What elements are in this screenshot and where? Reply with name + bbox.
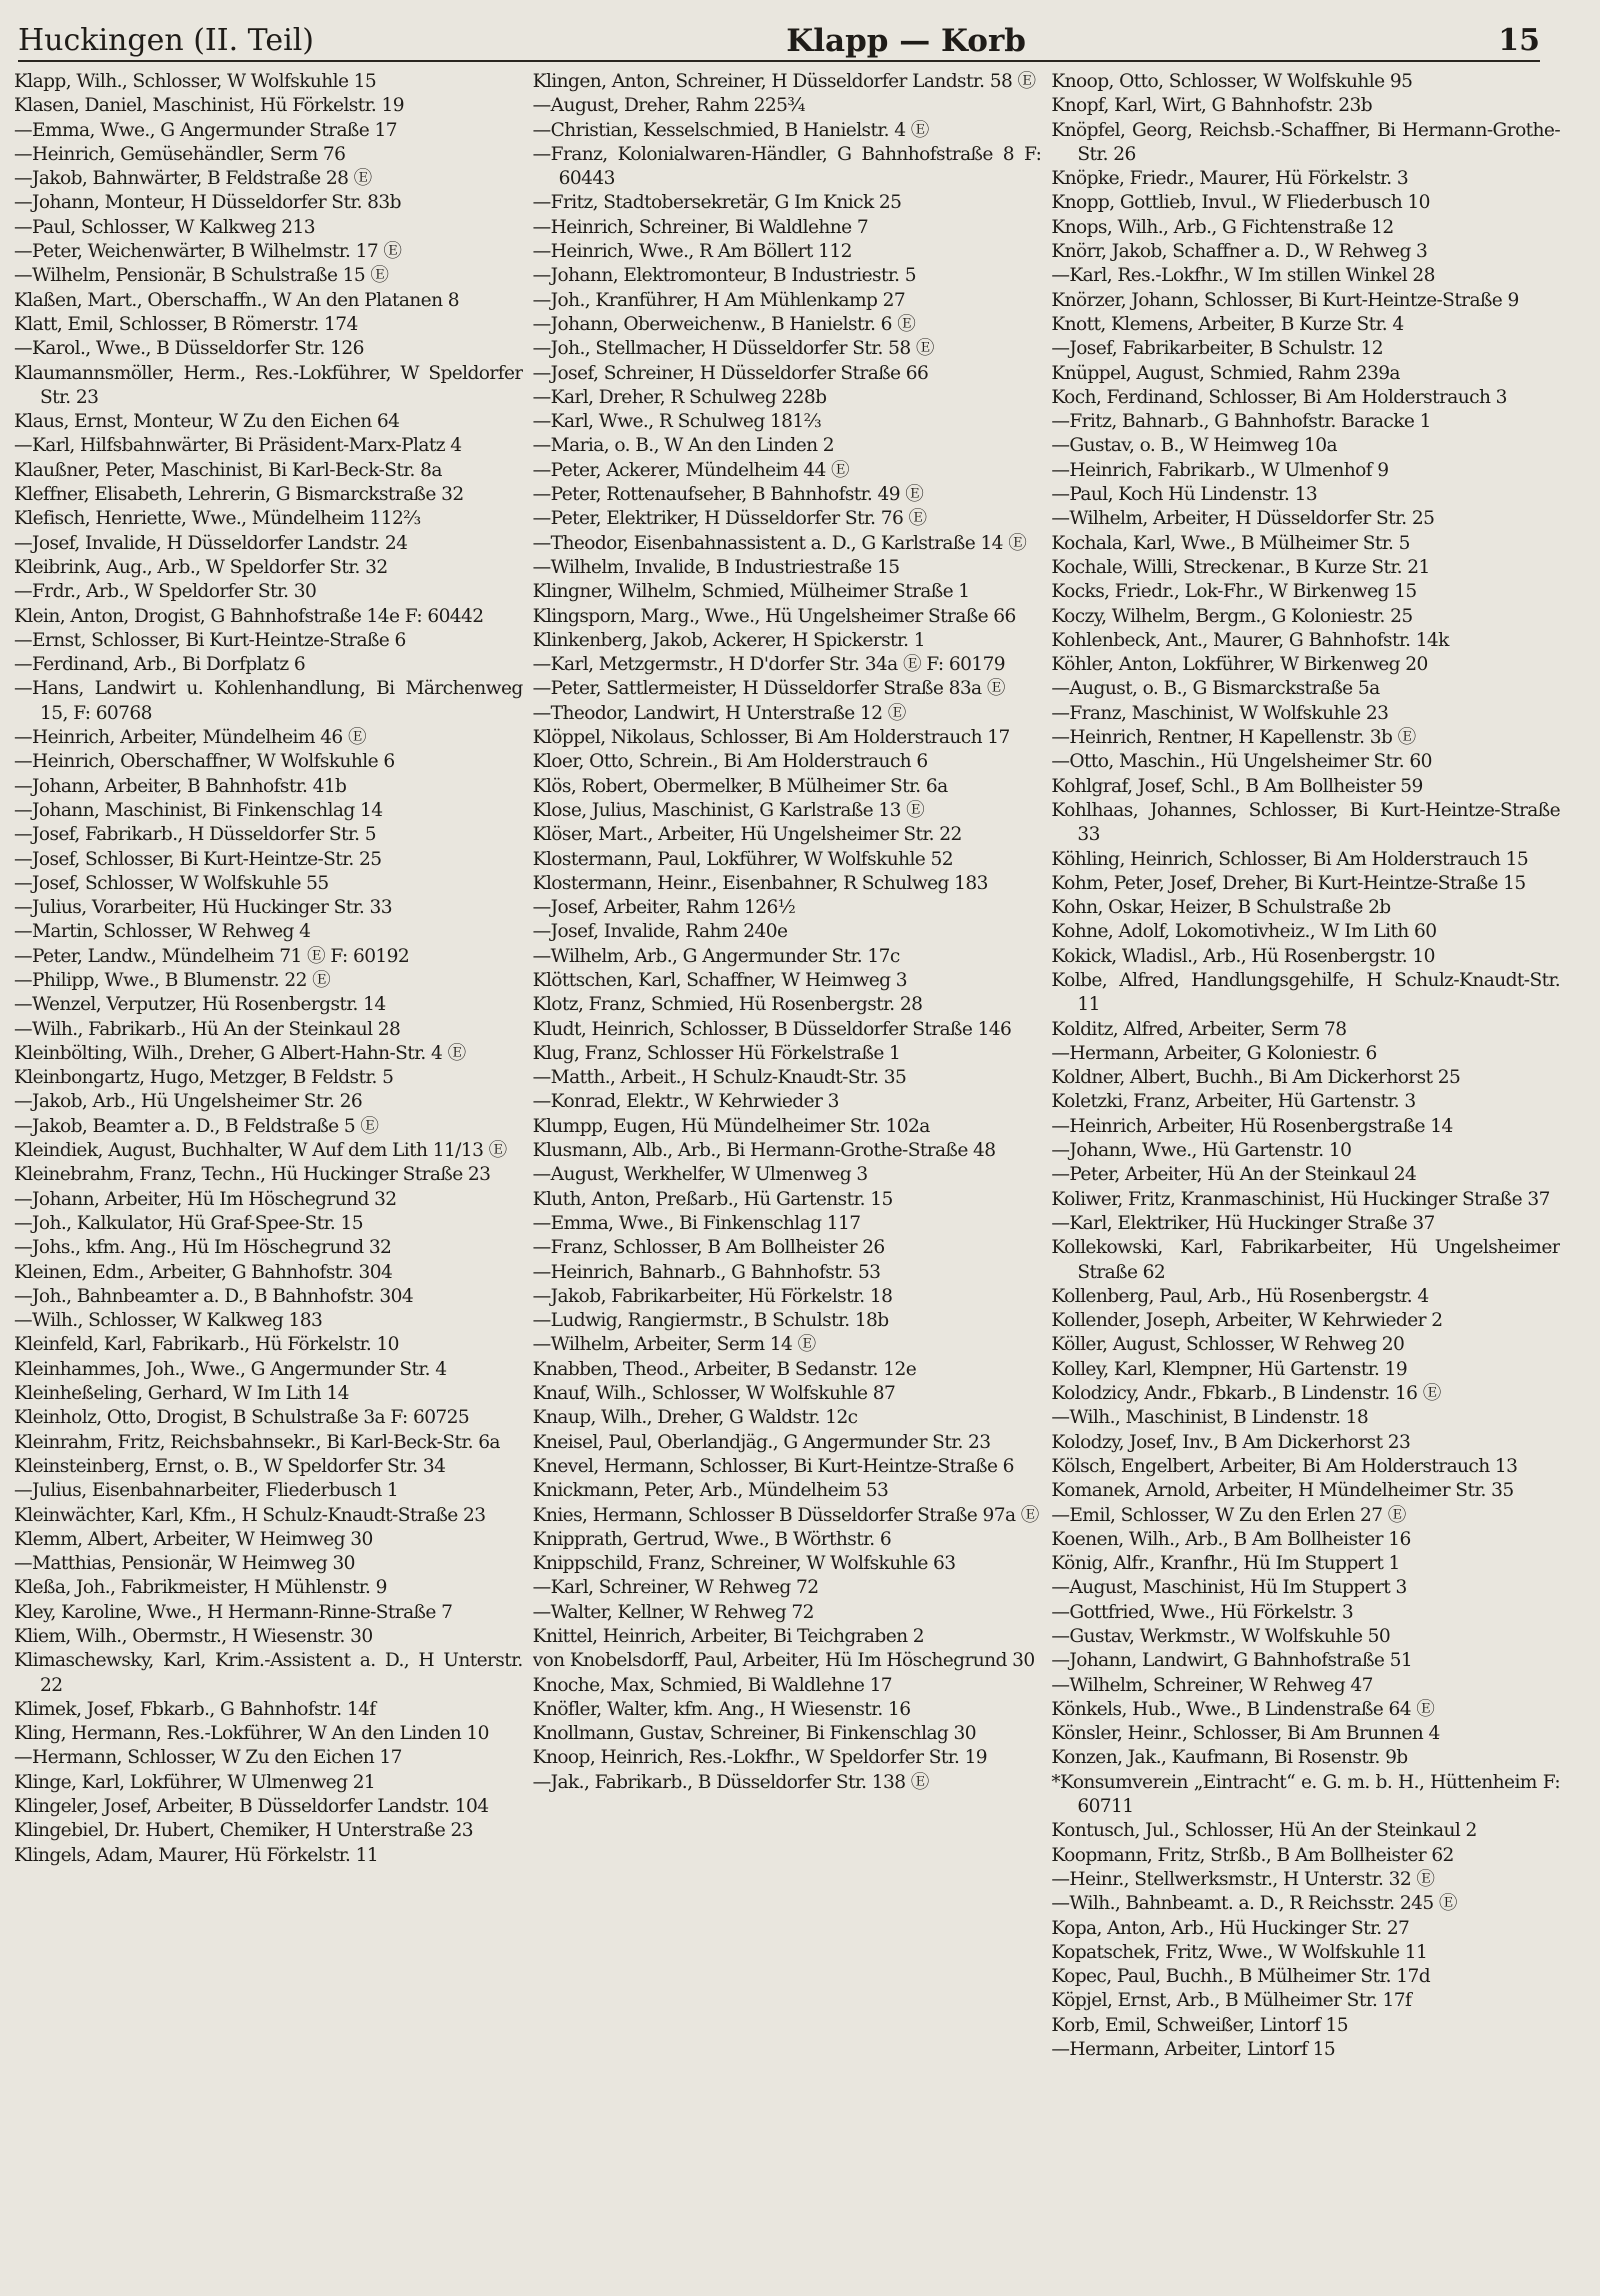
directory-entry: —Peter, Ackerer, Mündelheim 44 Ⓔ xyxy=(532,459,850,481)
directory-entry: Klöttschen, Karl, Schaffner, W Heimweg 3 xyxy=(532,969,908,991)
directory-entry: —Gustav, Werkmstr., W Wolfskuhle 50 xyxy=(1051,1626,1391,1647)
directory-entry: Konzen, Jak., Kaufmann, Bi Rosenstr. 9b xyxy=(1051,1747,1408,1769)
directory-entry: —Karl, Elektriker, Hü Huckinger Straße 37 xyxy=(1051,1212,1435,1234)
directory-entry: Kloer, Otto, Schrein., Bi Am Holderstrauch 6 xyxy=(532,751,928,773)
directory-entry: Koczy, Wilhelm, Bergm., G Koloniestr. 25 xyxy=(1051,605,1413,627)
directory-entry: —Ludwig, Rangiermstr., B Schulstr. 18b xyxy=(532,1310,889,1332)
directory-entry: Klingeler, Josef, Arbeiter, B Düsseldorfer Landstr. 104 xyxy=(14,1796,489,1818)
directory-entry: —Wilh., Schlosser, W Kalkweg 183 xyxy=(14,1310,323,1332)
directory-entry: Knauf, Wilh., Schlosser, W Wolfskuhle 87 xyxy=(532,1383,896,1405)
directory-entry: —Paul, Schlosser, W Kalkweg 213 xyxy=(14,216,315,238)
directory-entry: Klasen, Daniel, Maschinist, Hü Förkelstr. 19 xyxy=(14,95,404,117)
directory-entry: —Jakob, Beamter a. D., B Feldstraße 5 Ⓔ xyxy=(14,1115,379,1137)
directory-entry: Kopatschek, Fritz, Wwe., W Wolfskuhle 11 xyxy=(1051,1941,1428,1963)
directory-entry: —Emil, Schlosser, W Zu den Erlen 27 Ⓔ xyxy=(1051,1504,1406,1526)
directory-entry: —Fritz, Bahnarb., G Bahnhofstr. Baracke 1 xyxy=(1051,411,1431,433)
directory-entry: —Karl, Schreiner, W Rehweg 72 xyxy=(532,1577,819,1599)
directory-entry: Knoche, Max, Schmied, Bi Waldlehne 17 xyxy=(532,1674,893,1696)
directory-entry: Kley, Karoline, Wwe., H Hermann-Rinne-Straße 7 xyxy=(14,1601,453,1623)
directory-entry: Knopp, Gottlieb, Invul., W Fliederbusch 10 xyxy=(1051,192,1430,214)
directory-entry: —Josef, Schlosser, Bi Kurt-Heintze-Str. 25 xyxy=(14,848,382,870)
directory-entry: Köpjel, Ernst, Arb., B Mülheimer Str. 17f xyxy=(1051,1990,1412,2012)
directory-entry: Könkels, Hub., Wwe., B Lindenstraße 64 Ⓔ xyxy=(1051,1698,1435,1720)
directory-entry: Klefisch, Henriette, Wwe., Mündelheim 112⅔ xyxy=(14,508,421,530)
directory-entry: —Martin, Schlosser, W Rehweg 4 xyxy=(14,921,311,943)
directory-entry: Kohlenbeck, Ant., Maurer, G Bahnhofstr. 14k xyxy=(1051,629,1449,651)
directory-entry: Kollekowski, Karl, Fabrikarbeiter, Hü Ungelsheimer Straße 62 xyxy=(1051,1237,1561,1283)
directory-entry: —Hermann, Schlosser, W Zu den Eichen 17 xyxy=(14,1747,402,1769)
directory-entry: —Emma, Wwe., G Angermunder Straße 17 xyxy=(14,119,397,141)
directory-entry: Knopf, Karl, Wirt, G Bahnhofstr. 23b xyxy=(1051,95,1373,117)
directory-entry: Kleibrink, Aug., Arb., W Speldorfer Str. 32 xyxy=(14,556,388,578)
directory-entry: —Joh., Kalkulator, Hü Graf-Spee-Str. 15 xyxy=(14,1212,363,1234)
directory-entry: —Franz, Schlosser, B Am Bollheister 26 xyxy=(532,1237,885,1259)
directory-entry: —Wilh., Fabrikarb., Hü An der Steinkaul 28 xyxy=(14,1018,401,1040)
directory-entry: Kohlhaas, Johannes, Schlosser, Bi Kurt-Heintze-Straße 33 xyxy=(1051,799,1561,846)
directory-entry: —Jak., Fabrikarb., B Düsseldorfer Str. 138 Ⓔ xyxy=(532,1771,929,1793)
directory-entry: Klinge, Karl, Lokführer, W Ulmenweg 21 xyxy=(14,1771,376,1793)
directory-entry: Kleinbongartz, Hugo, Metzger, B Feldstr. 5 xyxy=(14,1067,394,1089)
directory-entry: Knöpke, Friedr., Maurer, Hü Förkelstr. 3 xyxy=(1051,168,1409,190)
directory-entry: *Konsumverein „Eintracht“ e. G. m. b. H., Hüttenheim F: 60711 xyxy=(1051,1771,1561,1818)
directory-entry: Kluth, Anton, Preßarb., Hü Gartenstr. 15 xyxy=(532,1188,893,1210)
directory-entry: Klotz, Franz, Schmied, Hü Rosenbergstr. 28 xyxy=(532,994,923,1016)
directory-entry: Knüppel, August, Schmied, Rahm 239a xyxy=(1051,362,1400,384)
directory-entry: Köhling, Heinrich, Schlosser, Bi Am Holderstrauch 15 xyxy=(1051,848,1529,870)
directory-entry: —Joh., Stellmacher, H Düsseldorfer Str. 58 Ⓔ xyxy=(532,338,934,360)
directory-entry: —Walter, Kellner, W Rehweg 72 xyxy=(532,1601,814,1623)
directory-entry: —Josef, Invalide, H Düsseldorfer Landstr. 24 xyxy=(14,532,408,554)
directory-entry: —Hermann, Arbeiter, Lintorf 15 xyxy=(1051,2039,1336,2061)
directory-entry: —Gustav, o. B., W Heimweg 10a xyxy=(1051,435,1337,457)
directory-entry: —Wilh., Bahnbeamt. a. D., R Reichsstr. 245 Ⓔ xyxy=(1051,1893,1457,1915)
directory-entry: Knöpfel, Georg, Reichsb.-Schaffner, Bi Hermann-Grothe-Str. 26 xyxy=(1051,119,1561,165)
directory-entry: von Knobelsdorff, Paul, Arbeiter, Hü Im Höschegrund 30 xyxy=(532,1650,1035,1672)
directory-entry: Knickmann, Peter, Arb., Mündelheim 53 xyxy=(532,1480,889,1502)
directory-entry: —Peter, Arbeiter, Hü An der Steinkaul 24 xyxy=(1051,1164,1417,1186)
page-number: 15 xyxy=(1498,23,1540,58)
header-district: Huckingen (II. Teil) xyxy=(18,23,315,58)
directory-entry: —Theodor, Eisenbahnassistent a. D., G Karlstraße 14 Ⓔ xyxy=(532,532,1027,554)
directory-entry: Kolodzicy, Andr., Fbkarb., B Lindenstr. 16 Ⓔ xyxy=(1051,1383,1441,1405)
directory-entry: —Karl, Wwe., R Schulweg 181⅔ xyxy=(532,411,822,433)
page-header xyxy=(18,22,1540,62)
directory-entry: Kolley, Karl, Klempner, Hü Gartenstr. 19 xyxy=(1051,1358,1408,1380)
directory-entry: —Heinrich, Gemüsehändler, Serm 76 xyxy=(14,143,346,165)
directory-entry: Klöser, Mart., Arbeiter, Hü Ungelsheimer Str. 22 xyxy=(532,824,962,846)
directory-entry: Klein, Anton, Drogist, G Bahnhofstraße 14e F: 60442 xyxy=(14,605,484,627)
directory-entry: Klostermann, Heinr., Eisenbahner, R Schulweg 183 xyxy=(532,872,988,894)
directory-entry: Kleinbölting, Wilh., Dreher, G Albert-Hahn-Str. 4 Ⓔ xyxy=(14,1042,466,1064)
directory-entry: —Josef, Schlosser, W Wolfskuhle 55 xyxy=(14,872,329,894)
directory-entry: Koch, Ferdinand, Schlosser, Bi Am Holderstrauch 3 xyxy=(1051,386,1507,408)
directory-entry: Kopec, Paul, Buchh., B Mülheimer Str. 17d xyxy=(1051,1966,1431,1988)
directory-entry: —August, Dreher, Rahm 225¾ xyxy=(532,95,805,117)
directory-entry: —Peter, Weichenwärter, B Wilhelmstr. 17 Ⓔ xyxy=(14,241,402,263)
directory-entry: —Joh., Bahnbeamter a. D., B Bahnhofstr. 304 xyxy=(14,1285,414,1307)
directory-entry: Klöppel, Nikolaus, Schlosser, Bi Am Holderstrauch 17 xyxy=(532,727,1010,749)
directory-entry: —Heinrich, Arbeiter, Hü Rosenbergstraße 14 xyxy=(1051,1115,1453,1137)
directory-entry: Komanek, Arnold, Arbeiter, H Mündelheimer Str. 35 xyxy=(1051,1480,1514,1502)
directory-entry: —August, Maschinist, Hü Im Stuppert 3 xyxy=(1051,1577,1407,1599)
directory-entry: Klapp, Wilh., Schlosser, W Wolfskuhle 15 xyxy=(14,71,377,92)
directory-entry: Kolbe, Alfred, Handlungsgehilfe, H Schulz-Knaudt-Str. 11 xyxy=(1051,969,1561,1016)
directory-entry: Knabben, Theod., Arbeiter, B Sedanstr. 12e xyxy=(532,1358,917,1380)
directory-entry: Knittel, Heinrich, Arbeiter, Bi Teichgraben 2 xyxy=(532,1626,925,1647)
directory-entry: —Karol., Wwe., B Düsseldorfer Str. 126 xyxy=(14,338,364,360)
directory-entry: Koliwer, Fritz, Kranmaschinist, Hü Huckinger Straße 37 xyxy=(1051,1188,1550,1210)
directory-entry: —Johann, Maschinist, Bi Finkenschlag 14 xyxy=(14,799,383,821)
directory-entry: Korb, Emil, Schweißer, Lintorf 15 xyxy=(1051,2014,1349,2036)
directory-entry: Köhler, Anton, Lokführer, W Birkenweg 20 xyxy=(1051,654,1428,676)
column-3 xyxy=(1051,70,1560,2280)
directory-entry: Klaus, Ernst, Monteur, W Zu den Eichen 64 xyxy=(14,411,400,433)
directory-entry: Koletzki, Franz, Arbeiter, Hü Gartenstr. 3 xyxy=(1051,1091,1416,1113)
directory-entry: Klostermann, Paul, Lokführer, W Wolfskuhle 52 xyxy=(532,848,953,870)
directory-entry: —Ferdinand, Arb., Bi Dorfplatz 6 xyxy=(14,654,306,676)
directory-entry: Könsler, Heinr., Schlosser, Bi Am Brunnen 4 xyxy=(1051,1723,1440,1745)
directory-entry: —Peter, Landw., Mündelheim 71 Ⓔ F: 60192 xyxy=(14,945,410,967)
directory-entry: Knott, Klemens, Arbeiter, B Kurze Str. 4 xyxy=(1051,313,1404,335)
directory-entry: —Wilhelm, Arbeiter, Serm 14 Ⓔ xyxy=(532,1334,816,1356)
directory-entry: —Hans, Landwirt u. Kohlenhandlung, Bi Märchenweg 15, F: 60768 xyxy=(14,678,523,724)
directory-entry: Kleinheßeling, Gerhard, W Im Lith 14 xyxy=(14,1383,349,1405)
directory-entry: Klemm, Albert, Arbeiter, W Heimweg 30 xyxy=(14,1528,373,1550)
directory-entry: —Matthias, Pensionär, W Heimweg 30 xyxy=(14,1553,355,1575)
directory-entry: —Heinrich, Bahnarb., G Bahnhofstr. 53 xyxy=(532,1261,881,1283)
directory-entry: —Theodor, Landwirt, H Unterstraße 12 Ⓔ xyxy=(532,702,906,724)
directory-entry: Kleinen, Edm., Arbeiter, G Bahnhofstr. 304 xyxy=(14,1261,393,1283)
directory-entry: —Johann, Wwe., Hü Gartenstr. 10 xyxy=(1051,1140,1352,1162)
directory-entry: Kleinhammes, Joh., Wwe., G Angermunder Str. 4 xyxy=(14,1358,447,1380)
directory-entry: Kneisel, Paul, Oberlandjäg., G Angermunder Str. 23 xyxy=(532,1431,991,1453)
directory-entry: Knipprath, Gertrud, Wwe., B Wörthstr. 6 xyxy=(532,1528,892,1550)
directory-entry: —Karl, Hilfsbahnwärter, Bi Präsident-Marx-Platz 4 xyxy=(14,435,462,457)
directory-entry: —Johs., kfm. Ang., Hü Im Höschegrund 32 xyxy=(14,1237,392,1259)
directory-entry: —Maria, o. B., W An den Linden 2 xyxy=(532,435,835,457)
directory-entry: —Johann, Monteur, H Düsseldorfer Str. 83b xyxy=(14,192,401,214)
directory-entry: —Fritz, Stadtobersekretär, G Im Knick 25 xyxy=(532,192,902,214)
directory-entry: Knöfler, Walter, kfm. Ang., H Wiesenstr. 16 xyxy=(532,1698,911,1720)
directory-entry: Klimek, Josef, Fbkarb., G Bahnhofstr. 14f xyxy=(14,1698,376,1720)
directory-entry: —Josef, Arbeiter, Rahm 126½ xyxy=(532,897,796,919)
directory-entry: Kokick, Wladisl., Arb., Hü Rosenbergstr. 10 xyxy=(1051,945,1435,967)
directory-columns xyxy=(14,70,1560,2280)
directory-entry: —Frdr., Arb., W Speldorfer Str. 30 xyxy=(14,581,317,603)
directory-entry: Koopmann, Fritz, Strßb., B Am Bollheister 62 xyxy=(1051,1844,1454,1866)
directory-entry: Kleßa, Joh., Fabrikmeister, H Mühlenstr. 9 xyxy=(14,1577,387,1599)
directory-entry: Kollender, Joseph, Arbeiter, W Kehrwieder 2 xyxy=(1051,1310,1443,1332)
directory-entry: —August, Werkhelfer, W Ulmenweg 3 xyxy=(532,1164,868,1186)
directory-entry: —Peter, Rottenaufseher, B Bahnhofstr. 49 Ⓔ xyxy=(532,484,924,506)
directory-entry: —Heinrich, Wwe., R Am Böllert 112 xyxy=(532,241,852,263)
directory-entry: Kludt, Heinrich, Schlosser, B Düsseldorfer Straße 146 xyxy=(532,1018,1012,1040)
directory-entry: Kleinfeld, Karl, Fabrikarb., Hü Förkelstr. 10 xyxy=(14,1334,399,1356)
directory-entry: —Wilhelm, Arbeiter, H Düsseldorfer Str. 25 xyxy=(1051,508,1435,530)
directory-entry: —Heinr., Stellwerksmstr., H Unterstr. 32 Ⓔ xyxy=(1051,1868,1435,1890)
directory-entry: —Konrad, Elektr., W Kehrwieder 3 xyxy=(532,1091,839,1113)
directory-entry: Klingner, Wilhelm, Schmied, Mülheimer Straße 1 xyxy=(532,581,970,603)
directory-entry: Kolditz, Alfred, Arbeiter, Serm 78 xyxy=(1051,1018,1347,1040)
directory-entry: Klaßen, Mart., Oberschaffn., W An den Platanen 8 xyxy=(14,289,460,311)
directory-entry: Knoop, Otto, Schlosser, W Wolfskuhle 95 xyxy=(1051,71,1413,92)
directory-entry: —Wilhelm, Schreiner, W Rehweg 47 xyxy=(1051,1674,1373,1696)
directory-entry: Klaumannsmöller, Herm., Res.-Lokführer, W Speldorfer Str. 23 xyxy=(14,362,523,408)
directory-entry: Kontusch, Jul., Schlosser, Hü An der Steinkaul 2 xyxy=(1051,1820,1477,1842)
directory-entry: Koenen, Wilh., Arb., B Am Bollheister 16 xyxy=(1051,1528,1411,1550)
directory-entry: —Jakob, Bahnwärter, B Feldstraße 28 Ⓔ xyxy=(14,168,372,190)
directory-entry: —Heinrich, Rentner, H Kapellenstr. 3b Ⓔ xyxy=(1051,727,1416,749)
directory-entry: Knörr, Jakob, Schaffner a. D., W Rehweg 3 xyxy=(1051,241,1428,263)
directory-entry: Klug, Franz, Schlosser Hü Förkelstraße 1 xyxy=(532,1042,901,1064)
directory-entry: Köller, August, Schlosser, W Rehweg 20 xyxy=(1051,1334,1405,1356)
directory-entry: Klinkenberg, Jakob, Ackerer, H Spickerstr. 1 xyxy=(532,629,925,651)
directory-entry: Kleinrahm, Fritz, Reichsbahnsekr., Bi Karl-Beck-Str. 6a xyxy=(14,1431,500,1453)
directory-entry: —Julius, Eisenbahnarbeiter, Fliederbusch 1 xyxy=(14,1480,399,1502)
header-name-range: Klapp — Korb xyxy=(786,23,1026,59)
column-2 xyxy=(533,70,1042,2280)
directory-entry: —Wilhelm, Arb., G Angermunder Str. 17c xyxy=(532,945,900,967)
directory-entry: Klingen, Anton, Schreiner, H Düsseldorfer Landstr. 58 Ⓔ xyxy=(532,71,1036,92)
directory-entry: —Gottfried, Wwe., Hü Förkelstr. 3 xyxy=(1051,1601,1354,1623)
directory-entry: —Johann, Elektromonteur, B Industriestr. 5 xyxy=(532,265,916,287)
directory-entry: Klingsporn, Marg., Wwe., Hü Ungelsheimer Straße 66 xyxy=(532,605,1016,627)
directory-entry: —Wenzel, Verputzer, Hü Rosenbergstr. 14 xyxy=(14,994,386,1016)
directory-entry: —Heinrich, Arbeiter, Mündelheim 46 Ⓔ xyxy=(14,727,366,749)
directory-entry: Klingebiel, Dr. Hubert, Chemiker, H Unterstraße 23 xyxy=(14,1820,473,1842)
directory-entry: Knops, Wilh., Arb., G Fichtenstraße 12 xyxy=(1051,216,1394,238)
directory-entry: —Franz, Kolonialwaren-Händler, G Bahnhofstraße 8 F: 60443 xyxy=(532,143,1042,190)
directory-entry: Kleffner, Elisabeth, Lehrerin, G Bismarckstraße 32 xyxy=(14,484,464,506)
directory-entry: —Wilh., Maschinist, B Lindenstr. 18 xyxy=(1051,1407,1369,1429)
directory-entry: Kopa, Anton, Arb., Hü Huckinger Str. 27 xyxy=(1051,1917,1410,1939)
directory-entry: —Ernst, Schlosser, Bi Kurt-Heintze-Straße 6 xyxy=(14,629,406,651)
directory-entry: —Wilhelm, Pensionär, B Schulstraße 15 Ⓔ xyxy=(14,265,389,287)
directory-entry: —Johann, Landwirt, G Bahnhofstraße 51 xyxy=(1051,1650,1413,1672)
directory-entry: —Karl, Dreher, R Schulweg 228b xyxy=(532,386,827,408)
directory-entry: Knies, Hermann, Schlosser B Düsseldorfer Straße 97a Ⓔ xyxy=(532,1504,1039,1526)
directory-entry: Kleinwächter, Karl, Kfm., H Schulz-Knaudt-Straße 23 xyxy=(14,1504,486,1526)
directory-entry: Kling, Hermann, Res.-Lokführer, W An den Linden 10 xyxy=(14,1723,489,1745)
directory-entry: —August, o. B., G Bismarckstraße 5a xyxy=(1051,678,1380,700)
directory-entry: —Peter, Sattlermeister, H Düsseldorfer Straße 83a Ⓔ xyxy=(532,678,1005,700)
directory-entry: Kohn, Oskar, Heizer, B Schulstraße 2b xyxy=(1051,897,1391,919)
directory-entry: Kohm, Peter, Josef, Dreher, Bi Kurt-Heintze-Straße 15 xyxy=(1051,872,1526,894)
directory-entry: Knörzer, Johann, Schlosser, Bi Kurt-Heintze-Straße 9 xyxy=(1051,289,1519,311)
directory-entry: —Johann, Arbeiter, Hü Im Höschegrund 32 xyxy=(14,1188,397,1210)
directory-entry: Kochala, Karl, Wwe., B Mülheimer Str. 5 xyxy=(1051,532,1410,554)
directory-entry: Klusmann, Alb., Arb., Bi Hermann-Grothe-Straße 48 xyxy=(532,1140,996,1162)
directory-entry: Kochale, Willi, Streckenar., B Kurze Str. 21 xyxy=(1051,556,1430,578)
directory-entry: —Josef, Schreiner, H Düsseldorfer Straße 66 xyxy=(532,362,929,384)
directory-entry: —Heinrich, Oberschaffner, W Wolfskuhle 6 xyxy=(14,751,395,773)
directory-entry: König, Alfr., Kranfhr., Hü Im Stuppert 1 xyxy=(1051,1553,1400,1575)
directory-entry: Kliem, Wilh., Obermstr., H Wiesenstr. 30 xyxy=(14,1626,373,1647)
directory-entry: —Peter, Elektriker, H Düsseldorfer Str. 76 Ⓔ xyxy=(532,508,927,530)
directory-entry: Kohne, Adolf, Lokomotivheiz., W Im Lith 60 xyxy=(1051,921,1437,943)
directory-entry: —Paul, Koch Hü Lindenstr. 13 xyxy=(1051,484,1318,506)
directory-entry: —Jakob, Arb., Hü Ungelsheimer Str. 26 xyxy=(14,1091,363,1113)
directory-entry: —Josef, Fabrikarb., H Düsseldorfer Str. 5 xyxy=(14,824,376,846)
directory-entry: —Hermann, Arbeiter, G Koloniestr. 6 xyxy=(1051,1042,1377,1064)
directory-entry: —Joh., Kranführer, H Am Mühlenkamp 27 xyxy=(532,289,906,311)
directory-entry: —Josef, Invalide, Rahm 240e xyxy=(532,921,788,943)
directory-entry: —Johann, Arbeiter, B Bahnhofstr. 41b xyxy=(14,775,347,797)
directory-entry: Klatt, Emil, Schlosser, B Römerstr. 174 xyxy=(14,313,358,335)
directory-entry: Knippschild, Franz, Schreiner, W Wolfskuhle 63 xyxy=(532,1553,956,1575)
directory-entry: Klose, Julius, Maschinist, G Karlstraße 13 Ⓔ xyxy=(532,799,925,821)
directory-entry: —Jakob, Fabrikarbeiter, Hü Förkelstr. 18 xyxy=(532,1285,893,1307)
directory-entry: Kohlgraf, Josef, Schl., B Am Bollheister 59 xyxy=(1051,775,1423,797)
directory-entry: —Wilhelm, Invalide, B Industriestraße 15 xyxy=(532,556,900,578)
directory-entry: —Heinrich, Fabrikarb., W Ulmenhof 9 xyxy=(1051,459,1389,481)
directory-entry: —Karl, Res.-Lokfhr., W Im stillen Winkel 28 xyxy=(1051,265,1435,287)
directory-entry: Klaußner, Peter, Maschinist, Bi Karl-Beck-Str. 8a xyxy=(14,459,442,481)
directory-entry: Kleinholz, Otto, Drogist, B Schulstraße 3a F: 60725 xyxy=(14,1407,470,1429)
directory-entry: —Matth., Arbeit., H Schulz-Knaudt-Str. 35 xyxy=(532,1067,907,1089)
directory-entry: —Julius, Vorarbeiter, Hü Huckinger Str. 33 xyxy=(14,897,392,919)
directory-entry: Knevel, Hermann, Schlosser, Bi Kurt-Heintze-Straße 6 xyxy=(532,1455,1014,1477)
directory-entry: Kocks, Friedr., Lok-Fhr., W Birkenweg 15 xyxy=(1051,581,1417,603)
directory-entry: Kleindiek, August, Buchhalter, W Auf dem Lith 11/13 Ⓔ xyxy=(14,1140,507,1162)
directory-entry: —Karl, Metzgermstr., H D'dorfer Str. 34a Ⓔ F: 60179 xyxy=(532,654,1006,676)
directory-entry: Knaup, Wilh., Dreher, G Waldstr. 12c xyxy=(532,1407,858,1429)
directory-entry: Kleinsteinberg, Ernst, o. B., W Speldorfer Str. 34 xyxy=(14,1455,446,1477)
directory-entry: —Christian, Kesselschmied, B Hanielstr. 4 Ⓔ xyxy=(532,119,929,141)
directory-entry: Klingels, Adam, Maurer, Hü Förkelstr. 11 xyxy=(14,1844,379,1866)
directory-entry: —Josef, Fabrikarbeiter, B Schulstr. 12 xyxy=(1051,338,1384,360)
directory-entry: Knollmann, Gustav, Schreiner, Bi Finkenschlag 30 xyxy=(532,1723,976,1745)
column-1 xyxy=(14,70,523,2280)
directory-entry: —Otto, Maschin., Hü Ungelsheimer Str. 60 xyxy=(1051,751,1432,773)
directory-entry: —Johann, Oberweichenw., B Hanielstr. 6 Ⓔ xyxy=(532,313,916,335)
directory-entry: Klimaschewsky, Karl, Krim.-Assistent a. D., H Unterstr. 22 xyxy=(14,1650,523,1696)
directory-entry: Koldner, Albert, Buchh., Bi Am Dickerhorst 25 xyxy=(1051,1067,1461,1089)
directory-entry: Knoop, Heinrich, Res.-Lokfhr., W Speldorfer Str. 19 xyxy=(532,1747,988,1769)
directory-entry: —Franz, Maschinist, W Wolfskuhle 23 xyxy=(1051,702,1389,724)
directory-entry: Kollenberg, Paul, Arb., Hü Rosenbergstr. 4 xyxy=(1051,1285,1429,1307)
directory-entry: Kölsch, Engelbert, Arbeiter, Bi Am Holderstrauch 13 xyxy=(1051,1455,1518,1477)
directory-entry: —Emma, Wwe., Bi Finkenschlag 117 xyxy=(532,1212,861,1234)
directory-entry: Klös, Robert, Obermelker, B Mülheimer Str. 6a xyxy=(532,775,948,797)
directory-entry: Klumpp, Eugen, Hü Mündelheimer Str. 102a xyxy=(532,1115,930,1137)
directory-entry: —Philipp, Wwe., B Blumenstr. 22 Ⓔ xyxy=(14,969,331,991)
directory-entry: —Heinrich, Schreiner, Bi Waldlehne 7 xyxy=(532,216,869,238)
directory-entry: Kleinebrahm, Franz, Techn., Hü Huckinger Straße 23 xyxy=(14,1164,491,1186)
directory-entry: Kolodzy, Josef, Inv., B Am Dickerhorst 23 xyxy=(1051,1431,1411,1453)
